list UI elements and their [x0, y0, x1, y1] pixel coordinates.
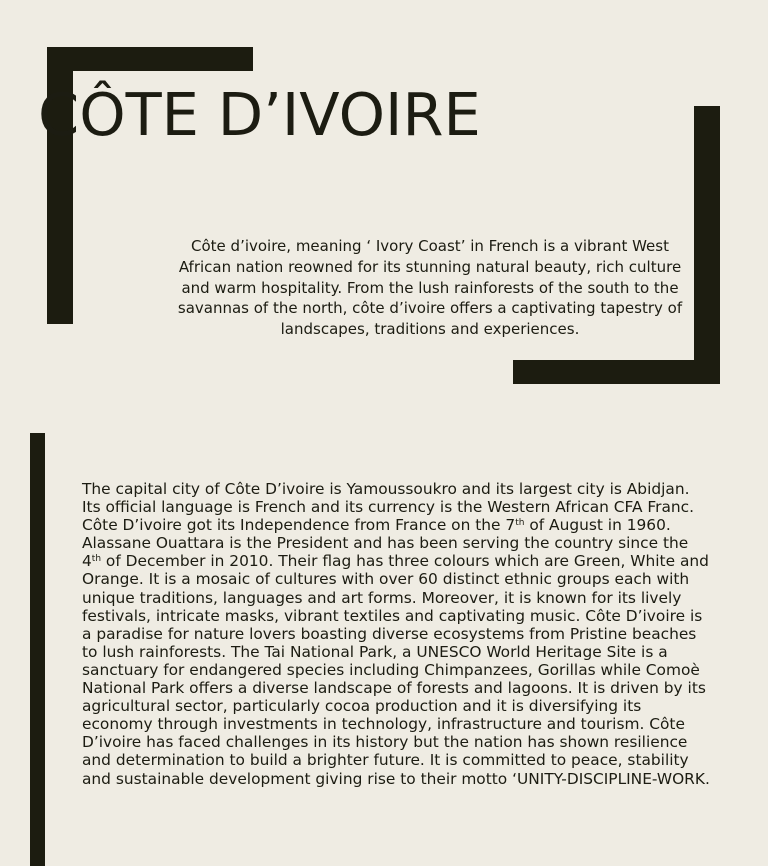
page-title: CÔTE D’IVOIRE: [38, 80, 481, 149]
body-text-part-3: of December in 2010. Their flag has three colours which are Green, White and Orange. It is a mosaic of cultures with over 60 distinct ethnic groups each with unique traditions, languages and art forms. Moreover, it is known for its lively festivals, intricate masks, vibrant textiles and captivating music. Côte D’ivoire is a paradise for nature lovers boasting diverse ecosystems from Pristine beaches to lush rainforests. The Tai National Park, a UNESCO World Heritage Site is a sanctuary for endangered species including Chimpanzees, Gorillas while Comoè National Park offers a diverse landscape of forests and lagoons. It is driven by its agricultural sector, particularly cocoa production and it is diversifying its economy through investments in technology, infrastructure and tourism. Côte D’ivoire has faced challenges in its history but the nation has shown resilience and determination to build a brighter future. It is committed to peace, stability and sustainable development giving rise to their motto ‘UNITY-DISCIPLINE-WORK.: [82, 552, 710, 788]
intro-paragraph: Côte d’ivoire, meaning ‘ Ivory Coast’ in French is a vibrant West African nation reowned for its stunning natural beauty, rich culture and warm hospitality. From the lush rainforests of the south to the savannas of the north, côte d’ivoire offers a captivating tapestry of landscapes, traditions and experiences.: [177, 237, 683, 339]
body-paragraph: [82, 480, 712, 788]
body-text-part-1: The capital city of Côte D’ivoire is Yamoussoukro and its largest city is Abidjan. Its official language is French and its currency is the Western African CFA Franc. Côte D’ivoire got its Independence from France on the 7: [82, 480, 695, 535]
bracket-bottom-right-vertical: [694, 106, 720, 384]
body-text-part-2: of August in 1960. Alassane Ouattara is the President and has been serving the country since the 4: [82, 516, 689, 571]
left-vertical-rule: [30, 433, 45, 866]
bracket-top-left-horizontal: [47, 47, 253, 71]
ordinal-suffix-2: th: [91, 554, 102, 565]
bracket-bottom-right-horizontal: [513, 360, 720, 384]
ordinal-suffix-1: th: [515, 518, 525, 529]
